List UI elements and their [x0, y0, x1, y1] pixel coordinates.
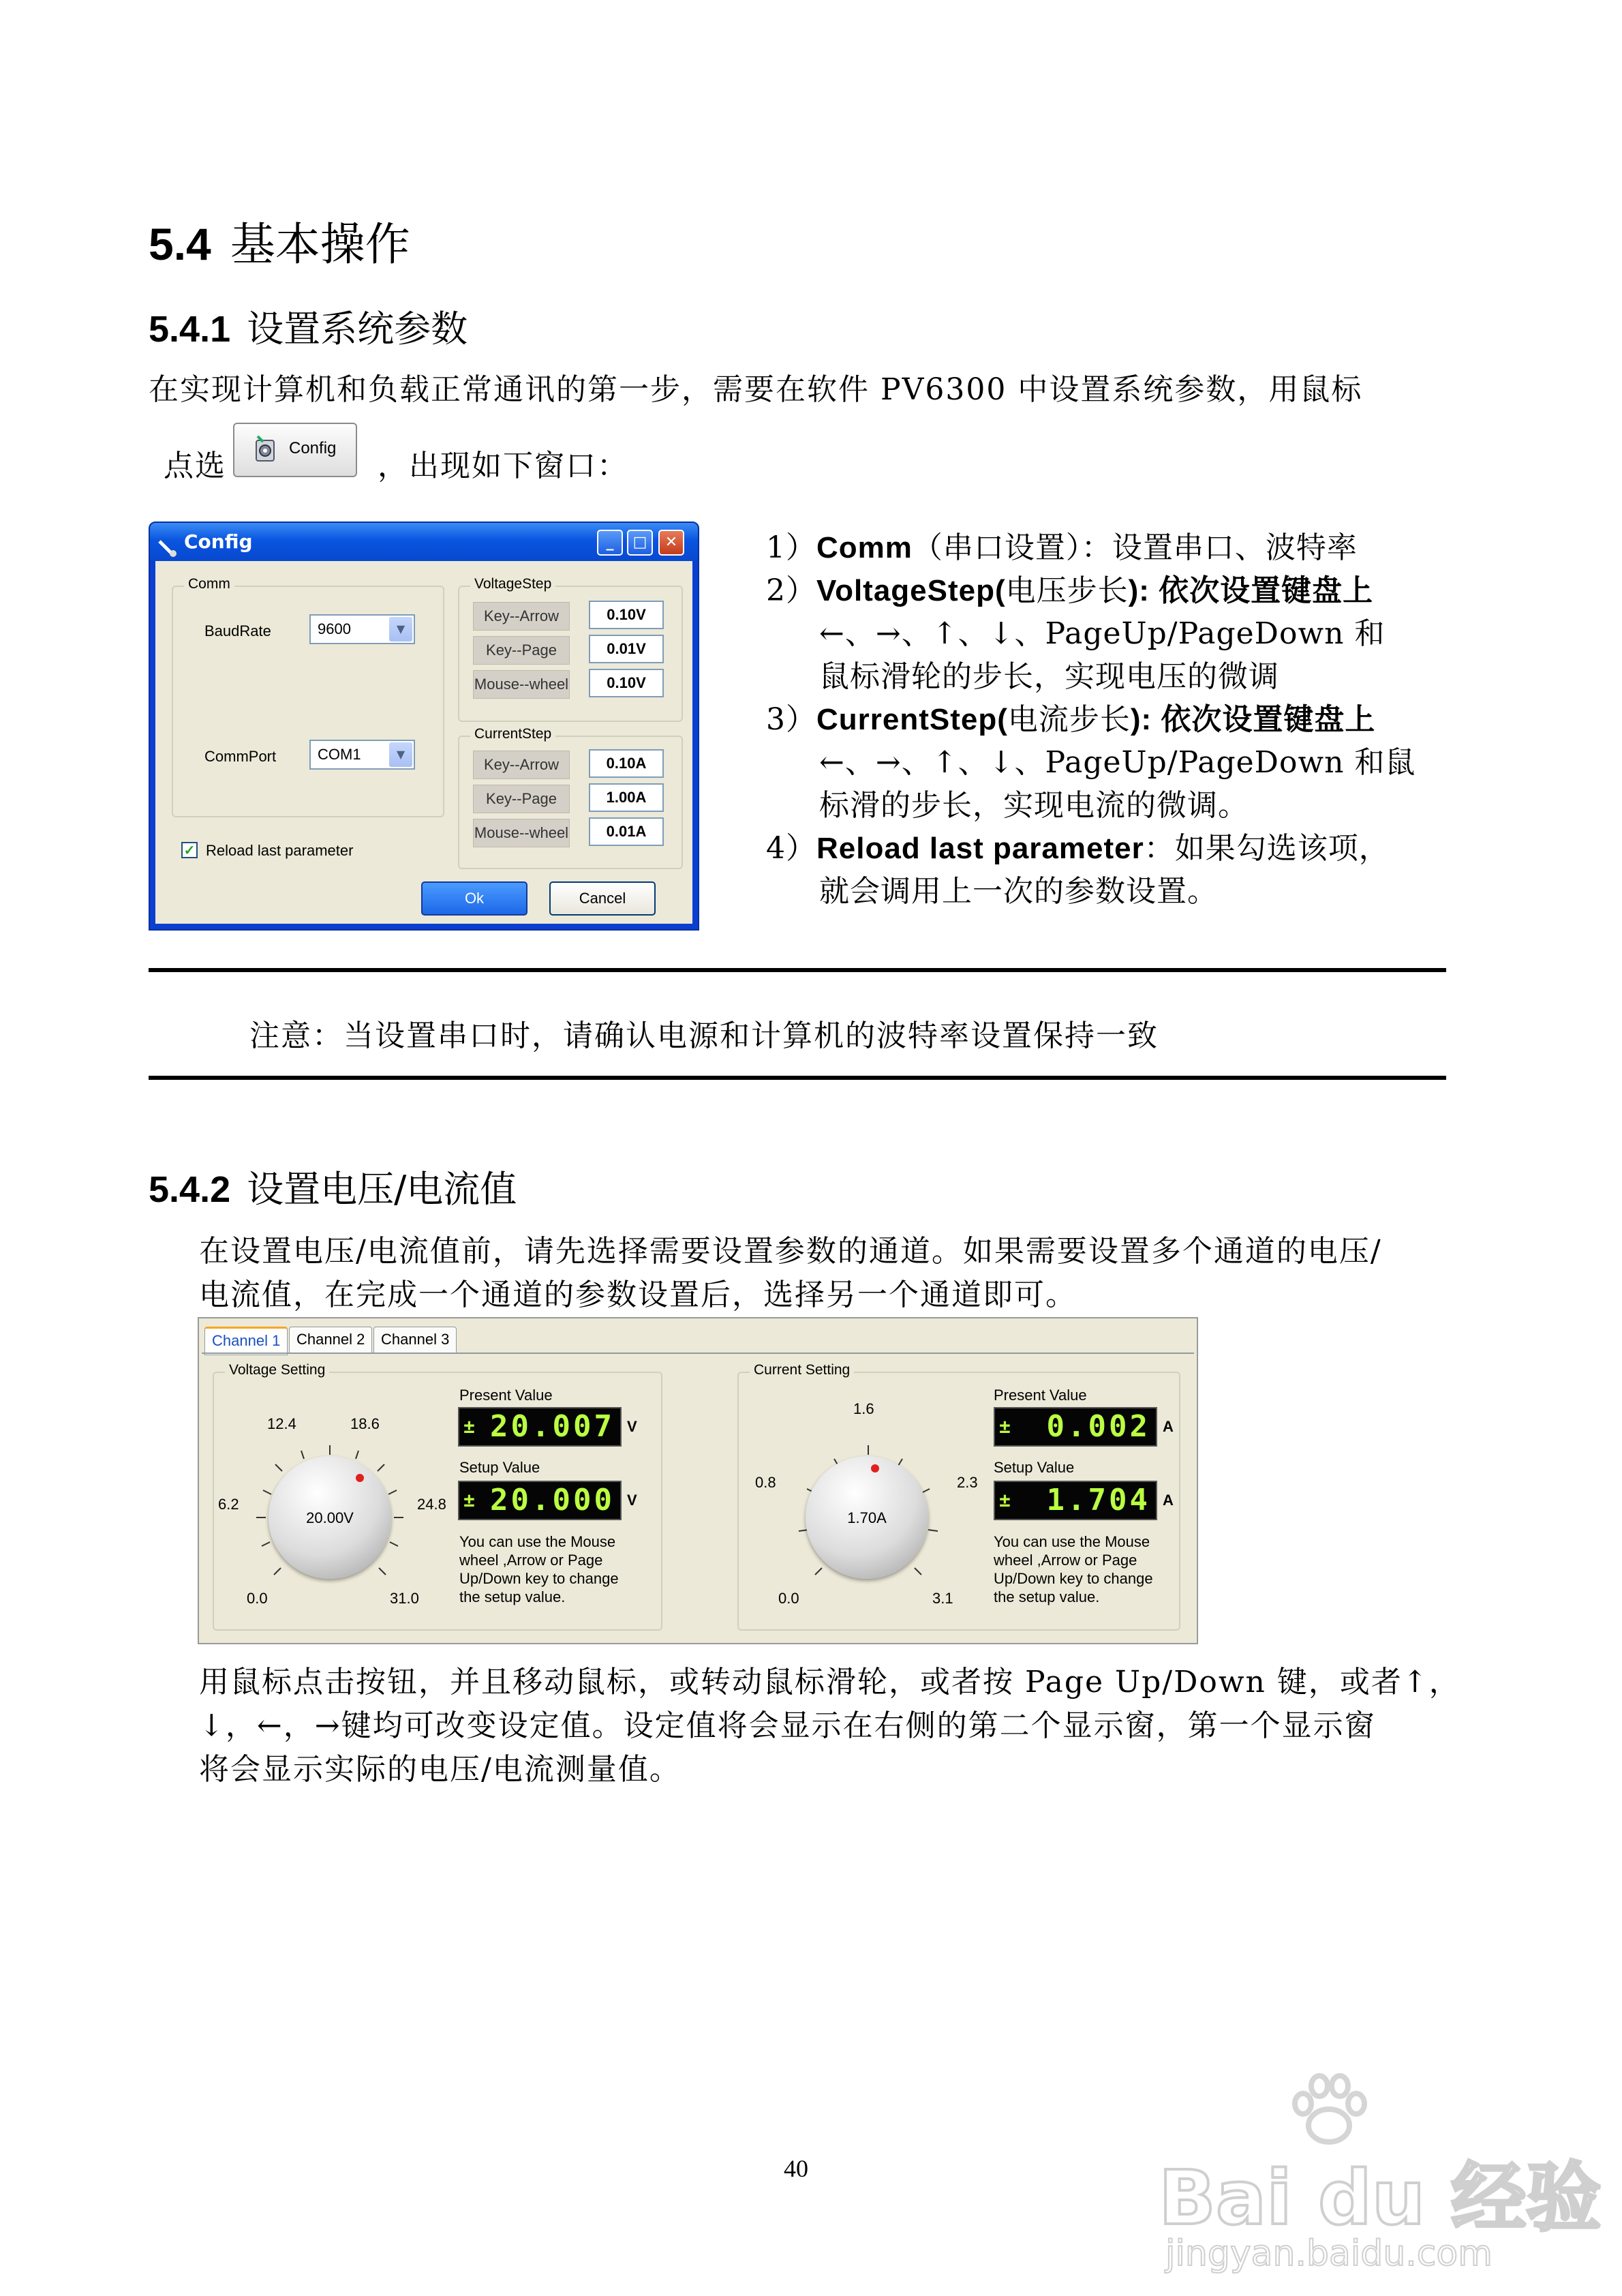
note-2-num: 2）: [766, 573, 816, 608]
config-title: Config: [184, 530, 253, 553]
current-step-label: CurrentStep: [470, 726, 555, 742]
current-tick-0-8: 0.8: [755, 1474, 776, 1491]
current-setup-value: 1.704: [1046, 1483, 1150, 1517]
voltage-tick-18-6: 18.6: [350, 1415, 380, 1432]
voltage-setup-unit: V: [627, 1492, 637, 1509]
section-heading: [149, 208, 410, 273]
voltage-key-page-button[interactable]: Key--Page: [473, 636, 570, 665]
note-3-num: 3）: [766, 702, 816, 737]
caution-top-rule: [149, 968, 1446, 972]
voltage-section-title: Voltage Setting: [225, 1362, 329, 1378]
comm-group: [172, 576, 444, 817]
reload-label: Reload last parameter: [206, 842, 354, 859]
current-key-arrow-button[interactable]: Key--Arrow: [473, 751, 570, 779]
current-mouse-wheel-value[interactable]: 0.01A: [589, 817, 664, 846]
intro-line-2-after: ，出现如下窗口：: [378, 449, 628, 483]
voltage-setup-display[interactable]: [458, 1481, 622, 1520]
comm-group-label: Comm: [184, 576, 234, 592]
maximize-button[interactable]: □: [627, 530, 653, 556]
para3-line-1: 用鼠标点击按钮，并且移动鼠标，或转动鼠标滑轮，或者按 Page Up/Down 键，或者↑，: [199, 1665, 1460, 1700]
note-2-text-a: 电压步长: [1005, 573, 1129, 608]
page-number: 40: [784, 2155, 808, 2182]
current-knob-indicator: [871, 1464, 879, 1472]
watermark-brand: Bai du 经验: [1159, 2154, 1602, 2241]
note-4-text: ：如果勾选该项，: [1144, 831, 1390, 866]
voltage-mouse-wheel-value[interactable]: 0.10V: [589, 669, 664, 697]
intro-line-1: 在实现计算机和负载正常通讯的第一步，需要在软件 PV6300 中设置系统参数，用鼠标: [149, 372, 1363, 407]
channel-panel: [198, 1317, 1198, 1644]
note-4-line-2: 就会调用上一次的参数设置。: [819, 874, 1218, 909]
commport-value: COM1: [318, 746, 361, 763]
config-toolbar-button[interactable]: [233, 423, 357, 477]
section-title: 基本操作: [230, 218, 410, 271]
tab-channel-3[interactable]: Channel 3: [373, 1327, 457, 1354]
plus-minus-icon: ±: [999, 1415, 1013, 1438]
section-number: 5.4: [149, 219, 211, 269]
voltage-present-label: Present Value: [459, 1387, 553, 1404]
voltage-knob-indicator: [356, 1474, 364, 1482]
note-3-text-b: ): 依次设置键盘上: [1130, 703, 1376, 736]
intro-line-2-before: 点选: [164, 449, 226, 483]
baudrate-select[interactable]: [309, 614, 415, 644]
caution-bottom-rule: [149, 1076, 1446, 1080]
voltage-key-page-value[interactable]: 0.01V: [589, 635, 664, 663]
para3-line-3: 将会显示实际的电压/电流测量值。: [199, 1752, 681, 1787]
voltage-section: [213, 1362, 662, 1631]
current-key-arrow-value[interactable]: 0.10A: [589, 749, 664, 778]
note-4-key: Reload last parameter: [816, 832, 1144, 865]
subsection-number-2: 5.4.2: [149, 1169, 231, 1210]
caution-text: 注意：当设置串口时，请确认电源和计算机的波特率设置保持一致: [249, 1018, 1159, 1053]
plus-minus-icon: ±: [463, 1489, 478, 1511]
commport-select[interactable]: [309, 740, 415, 770]
note-3-text-a: 电流步长: [1007, 702, 1131, 737]
baudrate-value: 9600: [318, 620, 351, 637]
voltage-hint-line-4: the setup value.: [459, 1588, 566, 1605]
reload-checkbox[interactable]: ✓: [181, 842, 198, 858]
voltage-hint: [459, 1532, 619, 1606]
paw-icon: [1288, 2072, 1370, 2147]
config-button-label: Config: [289, 439, 337, 457]
tab-channel-2[interactable]: Channel 2: [289, 1327, 372, 1354]
note-2-key: VoltageStep(: [816, 574, 1006, 607]
note-1-key: Comm: [816, 531, 913, 564]
voltage-hint-line-3: Up/Down key to change: [459, 1570, 619, 1587]
config-body: [155, 561, 692, 924]
subsection-number-1: 5.4.1: [149, 309, 231, 350]
minimize-button[interactable]: _: [597, 530, 623, 556]
config-gear-icon: [254, 434, 278, 464]
voltage-step-group: [458, 576, 683, 722]
note-3-key: CurrentStep(: [816, 703, 1008, 736]
current-hint: [994, 1532, 1153, 1606]
current-knob-value: 1.70A: [847, 1509, 887, 1526]
subsection-heading-2: [149, 1160, 517, 1213]
current-key-page-button[interactable]: Key--Page: [473, 785, 570, 813]
note-2-line-2: ←、→、↑、↓、PageUp/PageDown 和: [819, 616, 1386, 651]
config-dialog: [149, 522, 699, 931]
note-4-num: 4）: [766, 831, 816, 866]
voltage-knob-value: 20.00V: [306, 1509, 354, 1526]
chevron-down-icon: ▼: [389, 617, 412, 641]
voltage-tick-0-0: 0.0: [247, 1590, 268, 1607]
voltage-hint-line-2: wheel ,Arrow or Page: [459, 1552, 603, 1569]
voltage-mouse-wheel-button[interactable]: Mouse--wheel: [473, 670, 570, 699]
plus-minus-icon: ±: [999, 1489, 1013, 1511]
voltage-key-arrow-button[interactable]: Key--Arrow: [473, 602, 570, 631]
current-setup-label: Setup Value: [994, 1459, 1075, 1476]
cancel-button[interactable]: Cancel: [549, 881, 656, 916]
para2-line-2: 电流值，在完成一个通道的参数设置后，选择另一个通道即可。: [199, 1278, 1077, 1312]
note-2-line-3: 鼠标滑轮的步长，实现电压的微调: [819, 659, 1279, 694]
para3-line-2: ↓，←，→键均可改变设定值。设定值将会显示在右侧的第二个显示窗，第一个显示窗: [199, 1708, 1376, 1743]
ok-button[interactable]: Ok: [421, 881, 527, 916]
chevron-down-icon: ▼: [389, 742, 412, 767]
baidu-watermark: [1159, 2072, 1602, 2277]
voltage-setup-label: Setup Value: [459, 1459, 540, 1476]
config-titlebar: [150, 523, 698, 561]
current-present-display: [994, 1407, 1157, 1447]
current-step-group: [458, 726, 683, 869]
current-present-label: Present Value: [994, 1387, 1087, 1404]
watermark-url: jingyan.baidu.com: [1165, 2233, 1493, 2274]
voltage-knob[interactable]: [269, 1456, 391, 1579]
current-mouse-wheel-button[interactable]: Mouse--wheel: [473, 819, 570, 847]
current-tick-3-1: 3.1: [932, 1590, 953, 1607]
voltage-present-display: [458, 1407, 622, 1447]
tab-channel-1[interactable]: Channel 1: [204, 1327, 288, 1355]
voltage-tick-31-0: 31.0: [390, 1590, 419, 1607]
current-hint-line-4: the setup value.: [994, 1588, 1100, 1605]
voltage-key-arrow-value[interactable]: 0.10V: [589, 601, 664, 629]
current-section-title: Current Setting: [750, 1362, 854, 1378]
voltage-tick-24-8: 24.8: [417, 1496, 446, 1513]
current-hint-line-1: You can use the Mouse: [994, 1533, 1150, 1550]
current-tick-1-6: 1.6: [853, 1400, 874, 1417]
current-tick-0-0: 0.0: [778, 1590, 799, 1607]
voltage-hint-line-1: You can use the Mouse: [459, 1533, 616, 1550]
current-knob[interactable]: [806, 1456, 928, 1579]
note-4: [766, 827, 1420, 870]
voltage-tick-12-4: 12.4: [267, 1415, 296, 1432]
current-setup-unit: A: [1163, 1492, 1174, 1509]
current-hint-line-3: Up/Down key to change: [994, 1570, 1153, 1587]
note-1-text: （串口设置）：设置串口、波特率: [912, 530, 1358, 565]
current-setup-display[interactable]: [994, 1481, 1157, 1520]
note-1: [766, 526, 1420, 569]
note-1-num: 1）: [766, 530, 816, 565]
voltage-present-unit: V: [627, 1418, 637, 1435]
current-hint-line-2: wheel ,Arrow or Page: [994, 1552, 1137, 1569]
note-3-line-3: 标滑的步长，实现电流的微调。: [819, 788, 1249, 823]
subsection-title-1: 设置系统参数: [247, 307, 468, 350]
plus-minus-icon: ±: [463, 1415, 478, 1438]
current-present-value: 0.002: [1046, 1409, 1150, 1444]
tab-divider: [202, 1353, 1194, 1354]
note-3: [766, 698, 1420, 741]
voltage-step-label: VoltageStep: [470, 576, 555, 592]
voltage-present-value: 20.007: [490, 1409, 615, 1444]
baudrate-label: BaudRate: [204, 622, 271, 639]
para2-line-1: 在设置电压/电流值前，请先选择需要设置参数的通道。如果需要设置多个通道的电压/: [199, 1234, 1382, 1269]
note-3-line-2: ←、→、↑、↓、PageUp/PageDown 和鼠: [819, 745, 1416, 780]
note-2: [766, 569, 1420, 612]
current-tick-2-3: 2.3: [957, 1474, 978, 1491]
commport-label: CommPort: [204, 748, 277, 765]
subsection-heading-1: [149, 300, 468, 352]
close-button[interactable]: ✕: [658, 530, 684, 556]
notes-list: [766, 526, 1420, 913]
subsection-title-2: 设置电压/电流值: [247, 1168, 517, 1211]
voltage-setup-value: 20.000: [490, 1483, 615, 1517]
current-section: [737, 1362, 1180, 1631]
note-2-text-b: ): 依次设置键盘上: [1128, 574, 1374, 607]
current-key-page-value[interactable]: 1.00A: [589, 783, 664, 812]
current-present-unit: A: [1163, 1418, 1174, 1435]
voltage-tick-6-2: 6.2: [218, 1496, 239, 1513]
